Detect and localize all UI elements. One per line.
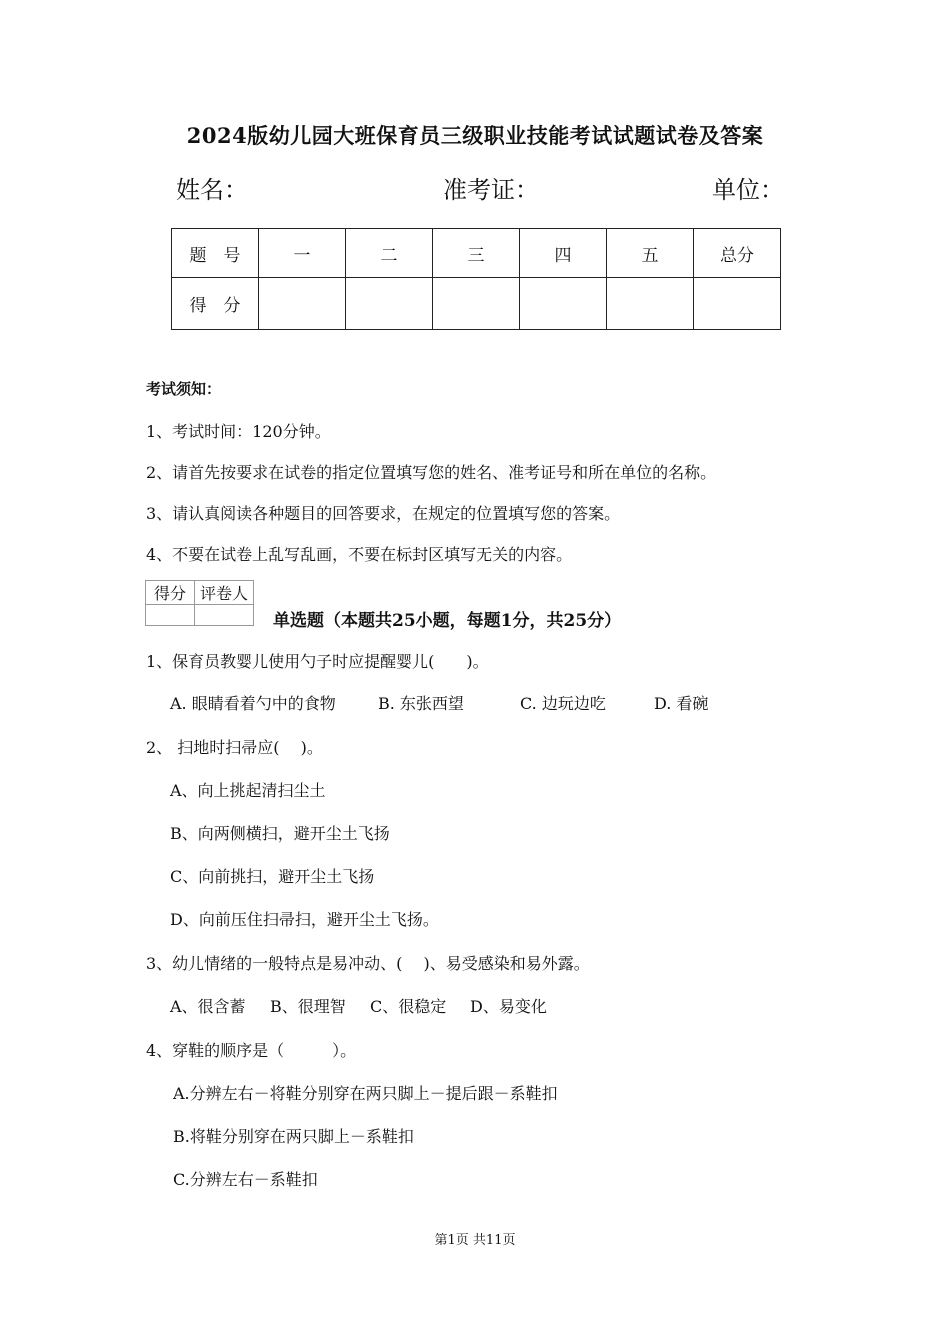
question-option: B. 东张西望 — [378, 694, 464, 713]
score-entry-cell — [259, 278, 346, 330]
score-table-score-row — [172, 278, 781, 330]
question-option: C.分辨左右－系鞋扣 — [173, 1170, 318, 1189]
score-table-cell: 二 — [346, 229, 433, 278]
score-entry-cell — [433, 278, 520, 330]
question-option: C、向前挑扫，避开尘土飞扬 — [170, 867, 375, 886]
question-option: C、很稳定 — [370, 997, 447, 1016]
grader-box — [145, 580, 254, 626]
question-option: D、易变化 — [470, 997, 547, 1016]
question-stem: 3、幼儿情绪的一般特点是易冲动、( )、易受感染和易外露。 — [146, 954, 590, 973]
question-option: D、向前压住扫帚扫，避开尘土飞扬。 — [170, 910, 439, 929]
question-option: D. 看碗 — [654, 694, 709, 713]
grader-box-score-label: 得分 — [146, 581, 195, 605]
question-option: B、向两侧横扫，避开尘土飞扬 — [170, 824, 390, 843]
score-table — [171, 228, 781, 330]
notice-item: 1、考试时间：120分钟。 — [146, 422, 331, 441]
notice-item: 4、不要在试卷上乱写乱画，不要在标封区填写无关的内容。 — [146, 545, 573, 564]
question-option: B、很理智 — [270, 997, 346, 1016]
score-table-cell: 题 号 — [172, 229, 259, 278]
notice-item: 3、请认真阅读各种题目的回答要求，在规定的位置填写您的答案。 — [146, 504, 621, 523]
question-option: A. 眼睛看着勺中的食物 — [170, 694, 336, 713]
question-option: A、向上挑起清扫尘土 — [170, 781, 326, 800]
question-stem: 2、 扫地时扫帚应( )。 — [146, 738, 323, 757]
score-table-cell: 得 分 — [172, 278, 259, 330]
unit-field-label: 单位： — [712, 176, 784, 204]
notice-heading: 考试须知： — [146, 380, 222, 398]
score-table-cell: 五 — [607, 229, 694, 278]
document-title: 2024版幼儿园大班保育员三级职业技能考试试题试卷及答案 — [186, 123, 764, 148]
score-entry-cell — [694, 278, 781, 330]
notice-item: 2、请首先按要求在试卷的指定位置填写您的姓名、准考证号和所在单位的名称。 — [146, 463, 717, 482]
name-field-label: 姓名： — [176, 176, 248, 204]
score-table-cell: 四 — [520, 229, 607, 278]
page-footer: 第1页 共11页 — [434, 1233, 516, 1248]
question-option: C. 边玩边吃 — [520, 694, 606, 713]
score-entry-cell — [520, 278, 607, 330]
score-table-cell: 三 — [433, 229, 520, 278]
question-option: A.分辨左右－将鞋分别穿在两只脚上－提后跟－系鞋扣 — [173, 1084, 558, 1103]
score-entry-cell — [607, 278, 694, 330]
grader-box-grader-cell — [195, 605, 254, 626]
section-title: 单选题（本题共25小题，每题1分，共25分） — [273, 611, 622, 631]
score-entry-cell — [346, 278, 433, 330]
score-table-cell: 总分 — [694, 229, 781, 278]
question-option: B.将鞋分别穿在两只脚上－系鞋扣 — [173, 1127, 414, 1146]
exam-id-field-label: 准考证： — [443, 176, 539, 204]
question-stem: 4、穿鞋的顺序是（ ）。 — [146, 1041, 357, 1060]
question-option: A、很含蓄 — [170, 997, 246, 1016]
question-stem: 1、保育员教婴儿使用勺子时应提醒婴儿( )。 — [146, 652, 489, 671]
score-table-cell: 一 — [259, 229, 346, 278]
grader-box-grader-label: 评卷人 — [195, 581, 254, 605]
grader-box-score-cell — [146, 605, 195, 626]
score-table-header-row — [172, 229, 781, 278]
